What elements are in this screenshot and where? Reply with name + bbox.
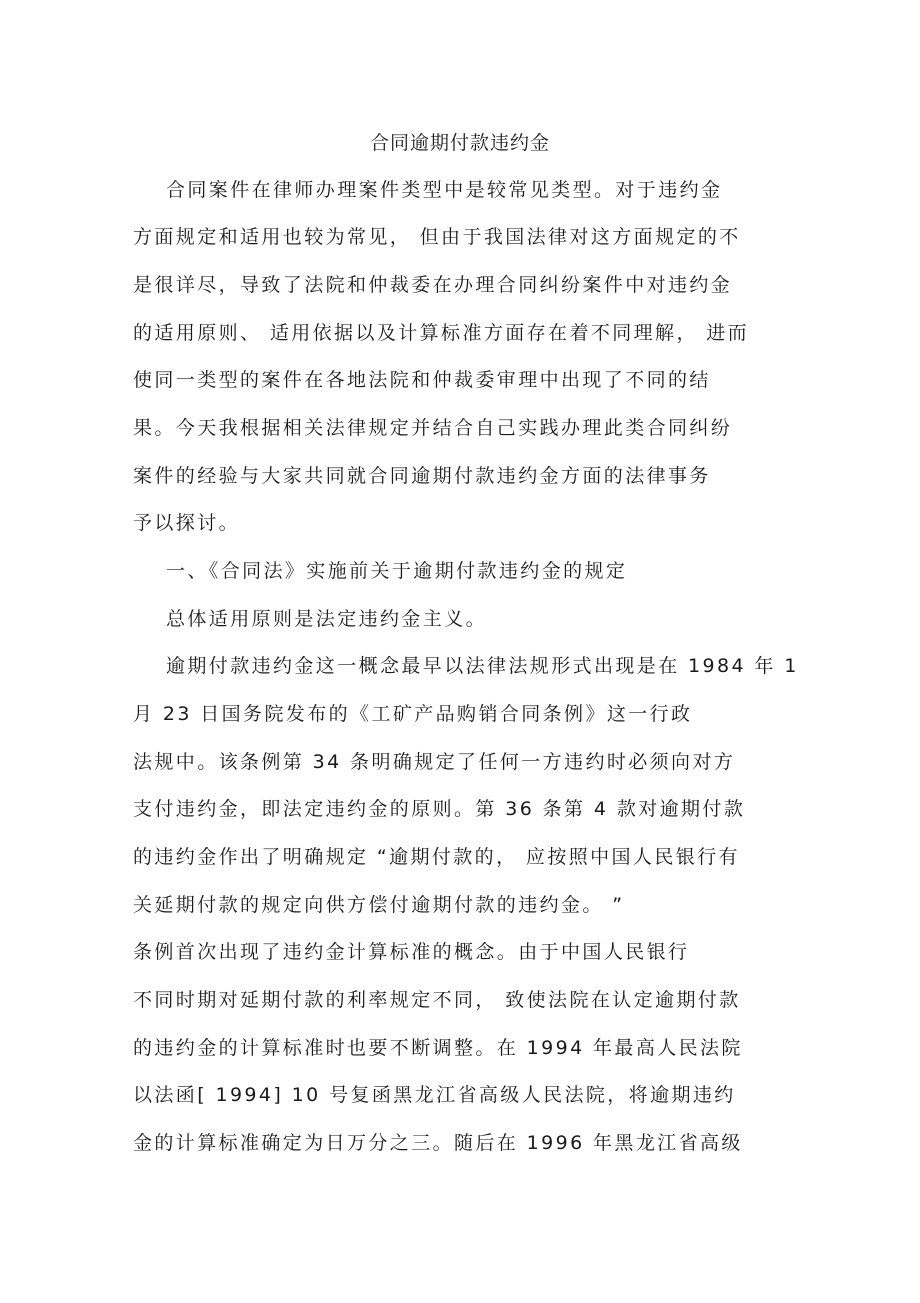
- body-text-line: 是很详尽，导致了法院和仲裁委在办理合同纠纷案件中对违约金: [133, 274, 733, 296]
- body-text-line: 月 23 日国务院发布的《工矿产品购销合同条例》这一行政: [133, 703, 693, 725]
- body-text-line: 以法函[ 1994] 10 号复函黑龙江省高级人民法院，将逾期违约: [133, 1084, 736, 1106]
- body-text-line: 案件的经验与大家共同就合同逾期付款违约金方面的法律事务: [133, 465, 711, 487]
- body-text-line: 予以探讨。: [133, 512, 241, 534]
- section-heading: 一、《合同法》实施前关于逾期付款违约金的规定: [166, 560, 628, 582]
- body-text-line: 条例首次出现了违约金计算标准的概念。由于中国人民银行: [133, 941, 690, 963]
- body-text-line: 关延期付款的规定向供方偿付逾期付款的违约金。 ”: [133, 894, 625, 916]
- body-text-line: 果。今天我根据相关法律规定并结合自己实践办理此类合同纠纷: [133, 417, 733, 439]
- body-text-line: 支付违约金，即法定违约金的原则。第 36 条第 4 款对逾期付款: [133, 798, 746, 820]
- body-text-line: 使同一类型的案件在各地法院和仲裁委审理中出现了不同的结: [133, 369, 711, 391]
- document-title: 合同逾期付款违约金: [369, 132, 550, 154]
- body-text-line: 金的计算标准确定为日万分之三。随后在 1996 年黑龙江省高级: [133, 1132, 743, 1154]
- body-text-line: 总体适用原则是法定违约金主义。: [166, 608, 488, 630]
- body-text-line: 方面规定和适用也较为常见， 但由于我国法律对这方面规定的不: [133, 226, 741, 248]
- body-text-line: 合同案件在律师办理案件类型中是较常见类型。对于违约金: [166, 179, 723, 201]
- body-text-line: 逾期付款违约金这一概念最早以法律法规形式出现是在 1984 年 1: [166, 655, 799, 677]
- body-text-line: 的违约金的计算标准时也要不断调整。在 1994 年最高人民法院: [133, 1037, 743, 1059]
- body-text-line: 的适用原则、 适用依据以及计算标准方面存在着不同理解， 进而: [133, 322, 750, 344]
- body-text-line: 的违约金作出了明确规定 “逾期付款的， 应按照中国人民银行有: [133, 846, 740, 868]
- body-text-line: 法规中。该条例第 34 条明确规定了任何一方违约时必须向对方: [133, 751, 736, 773]
- body-text-line: 不同时期对延期付款的利率规定不同， 致使法院在认定逾期付款: [133, 989, 741, 1011]
